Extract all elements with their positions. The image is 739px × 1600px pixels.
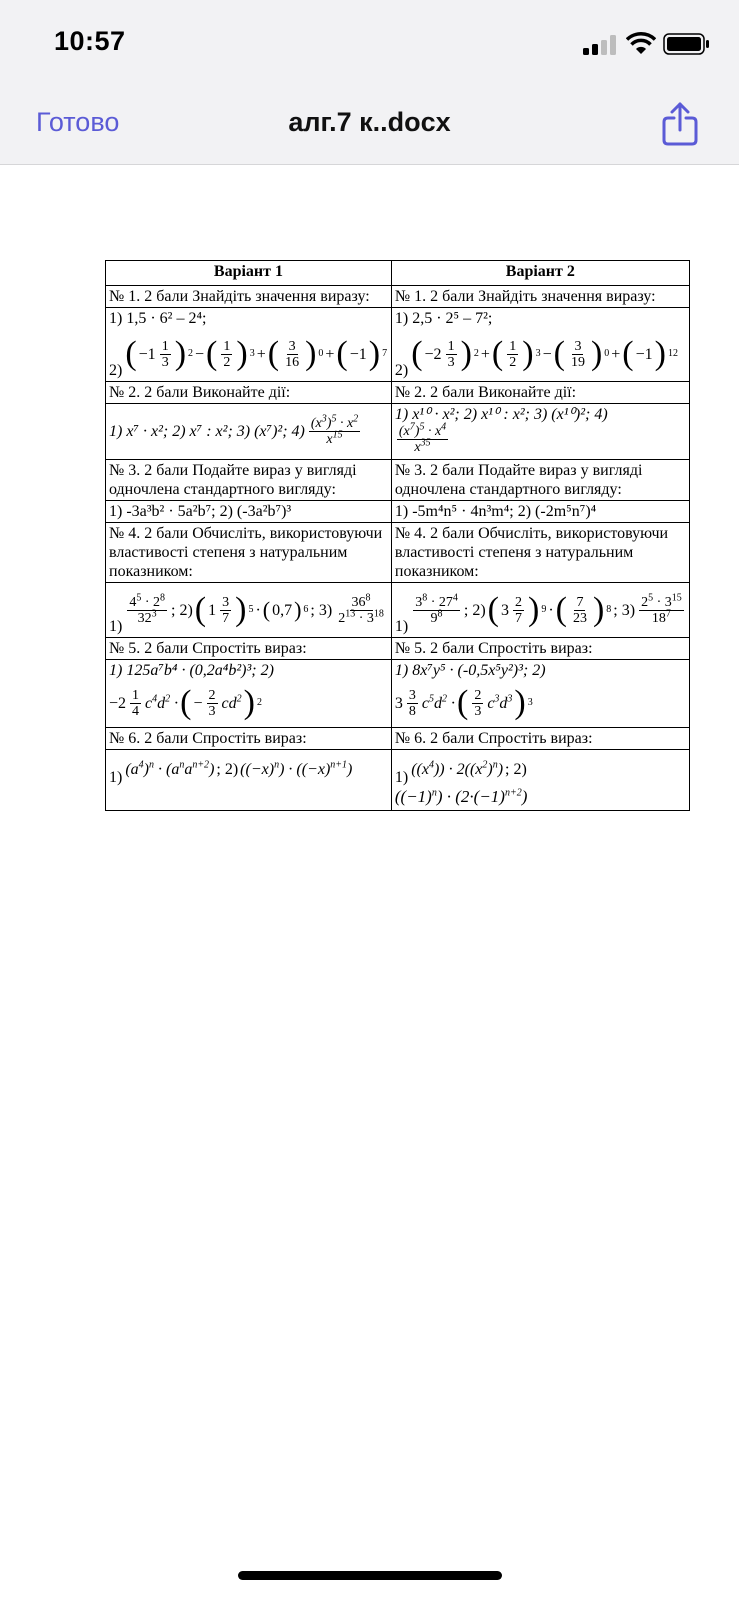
formula: $((-1)^n) \cdot (2\cdot(-1)^{n+2})$ <box>394 787 528 806</box>
task-row <box>106 382 690 404</box>
task-heading: № 1. 2 бали Знайдіть значення виразу: <box>106 286 392 308</box>
task-row <box>106 460 690 501</box>
formula: 1) x⁷ · x²; 2) x⁷ : x²; 3) (x⁷)²; 4) $(x^3)^5 \cdot x^2$ $x^{15}$ <box>109 412 359 447</box>
exercise-cell <box>106 660 392 728</box>
variant-1-header: Варіант 1 <box>106 261 392 286</box>
task-heading: № 6. 2 бали Спростіть вираз: <box>391 728 689 750</box>
answer-row <box>106 308 690 382</box>
exercise-cell <box>106 583 392 638</box>
home-indicator[interactable] <box>238 1571 502 1580</box>
exercise-cell <box>106 750 392 811</box>
formula: 1) $((x^4)) \cdot 2((x^2)^n)$ ; 2) <box>394 759 527 786</box>
task-heading: № 2. 2 бали Виконайте дії: <box>391 382 689 404</box>
item-label: 2) <box>394 362 409 379</box>
exercise-cell <box>391 404 689 460</box>
exercise-cell <box>106 404 392 460</box>
status-time: 10:57 <box>54 26 126 56</box>
formula: 1) $(a^4)^n \cdot (a^na^{n+2})$ ; 2) $((-x)^n) \cdot ((-x)^{n+1})$ <box>109 759 353 786</box>
task-heading: № 5. 2 бали Спростіть вираз: <box>106 638 392 660</box>
task-row <box>106 638 690 660</box>
answer-row <box>106 583 690 638</box>
exercise-cell <box>391 308 689 382</box>
task-heading: № 3. 2 бали Подайте вираз у вигляді одночлена стандартного вигляду: <box>106 460 392 501</box>
formula: 1) $4^5 \cdot 2^8$ $32^3$ ; 2) ( 1 3 7 ) 5 · ( 0,7 ) 6 ; 3) $36^8$ $2^{13} \cdot 3^{18}$ <box>109 591 384 635</box>
exercise-text: 1) 1,5 · 6² – 2⁴; <box>109 310 207 327</box>
done-button[interactable]: Готово <box>36 107 120 137</box>
exercise-cell: 1) -5m⁴n⁵ · 4n³m⁴; 2) (-2m⁵n⁷)⁴ <box>391 501 689 523</box>
item-label: 2) <box>109 362 123 379</box>
answer-row <box>106 750 690 811</box>
formula: 2) ( −2 1 3 ) 2 + ( 1 2 ) 3 − ( 3 19 ) 0 + ( −1 ) 12 <box>394 335 678 379</box>
battery-icon <box>663 33 709 55</box>
task-heading: № 3. 2 бали Подайте вираз у вигляді одночлена стандартного вигляду: <box>391 460 689 501</box>
task-heading: № 5. 2 бали Спростіть вираз: <box>391 638 689 660</box>
formula: 2) ( −1 1 3 ) 2 − ( 1 2 ) 3 + ( 3 16 ) 0 + ( −1 ) 7 <box>109 335 388 379</box>
formula: 1) $3^8 \cdot 27^4$ $9^8$ ; 2) ( 3 2 7 ) 9 · ( 7 23 ) 8 ; 3) $2^5 \cdot 3^{15}$ $18^7$ <box>394 591 682 635</box>
cellular-signal-icon <box>583 33 617 55</box>
exercise-cell <box>391 660 689 728</box>
task-row <box>106 523 690 583</box>
exercise-text: 1) 125a⁷b⁴ · (0,2a⁴b²)³; 2) <box>109 662 274 679</box>
item-label: 1) <box>109 618 123 635</box>
answer-row <box>106 501 690 523</box>
formula: 3 3 8 $c^5d^2$ · ( 2 3 $c^3d^3$ ) 3 <box>394 684 533 721</box>
document-table <box>105 260 690 811</box>
table-header-row <box>106 261 690 286</box>
task-heading: № 1. 2 бали Знайдіть значення виразу: <box>391 286 689 308</box>
answer-row <box>106 404 690 460</box>
exercise-cell <box>391 750 689 811</box>
top-bar <box>0 0 739 165</box>
exercise-text: 1) 8x⁷y⁵ · (-0,5x⁵y²)³; 2) <box>394 662 546 679</box>
share-icon[interactable] <box>660 100 700 148</box>
task-heading: № 4. 2 бали Обчисліть, використовуючи властивості степеня з натуральним показником: <box>391 523 689 583</box>
document-title: алг.7 к..docx <box>288 107 451 137</box>
task-heading: № 6. 2 бали Спростіть вираз: <box>106 728 392 750</box>
answer-row <box>106 660 690 728</box>
formula: −2 1 4 $c^4d^2$ · ( − $\frac{2}{3}$ $cd^2$ ) 2 <box>109 684 262 721</box>
formula: $\frac{(x^7)^5 \cdot x^4}{x^{35}}$ <box>398 421 447 455</box>
exercise-text: 1) x¹⁰ · x²; 2) x¹⁰ : x²; 3) (x¹⁰)²; 4) <box>394 406 608 423</box>
exercise-cell <box>106 308 392 382</box>
item-label: 1) <box>394 769 409 786</box>
item-label: 1) <box>109 769 123 786</box>
task-row <box>106 286 690 308</box>
exercise-cell: 1) -3a³b² · 5a²b⁷; 2) (-3a²b⁷)³ <box>106 501 392 523</box>
task-heading: № 2. 2 бали Виконайте дії: <box>106 382 392 404</box>
exercise-text: 1) 2,5 · 2⁵ – 7²; <box>394 310 493 327</box>
exercise-text: 1) x⁷ · x²; 2) x⁷ : x²; 3) (x⁷)²; 4) <box>109 422 305 440</box>
exercise-cell <box>391 583 689 638</box>
task-heading: № 4. 2 бали Обчисліть, використовуючи властивості степеня з натуральним показником: <box>106 523 392 583</box>
wifi-icon <box>626 32 656 56</box>
task-row <box>106 728 690 750</box>
item-label: 1) <box>394 618 409 635</box>
variant-2-header: Варіант 2 <box>391 261 689 286</box>
